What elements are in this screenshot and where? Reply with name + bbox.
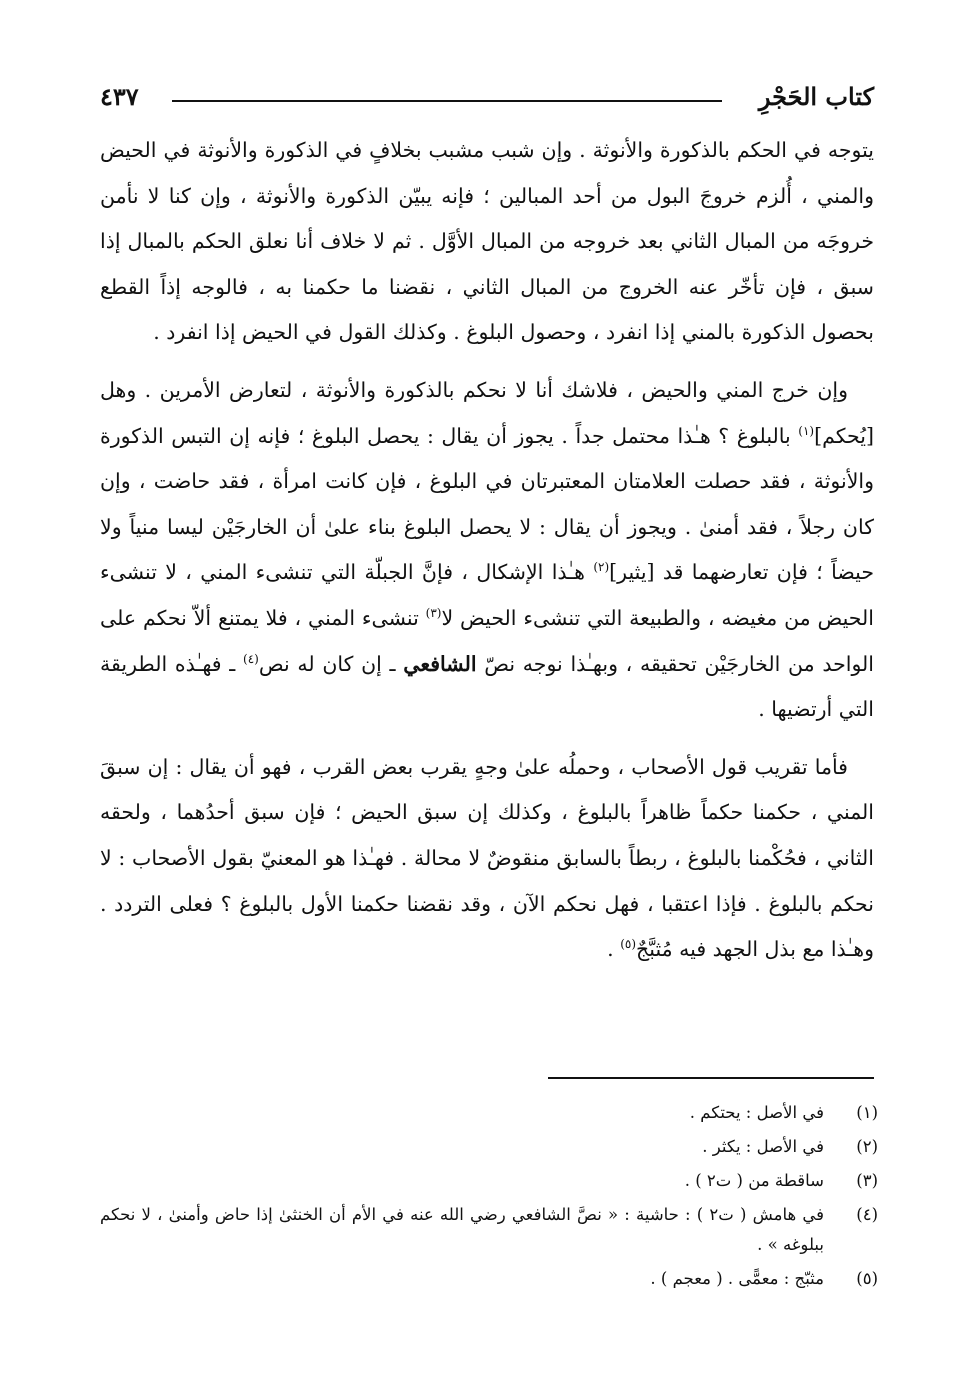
footnote-number: (١) [856,1103,878,1122]
footnote [100,1166,878,1196]
footnote-text: مثبّج : معمًّى . ( معجم ) . [650,1269,824,1288]
footnotes [100,1098,878,1298]
footnote-text: في هامش ( ت٢ ) : حاشية : « نصَّ الشافعي رضي الله عنه في الأم أن الخنثىٰ إذا حاض وأمنىٰ ، لا نحكم ببلوغه » . [100,1205,824,1254]
footnote [100,1200,878,1260]
paragraph [100,745,874,973]
footnote-text: في الأصل : يحتكم . [689,1103,824,1122]
footnote-text: في الأصل : يكثر . [702,1137,824,1156]
footnote-marker: (٣) [425,606,442,621]
text-run: يتوجه في الحكم بالذكورة والأنوثة . وإن شبب مشبب بخلافٍ في الذكورة والأنوثة في الحيض والمني ، أُلزم خروجَ البول من أحد المبالين ؛ فإنه يبيّن الذكورة والأنوثة ، وإن كنا لا نأمن خروجَه من المبال الثاني بعد خروجه من المبال الأوَّل . ثم لا خلاف أنا نعلق الحكم بالمبال إذا سبق ، فإن تأخّر عنه الخروج من المبال الثاني ، نقضنا ما حكمنا به ، فالوجه إذاً القطع بحصول الذكورة بالمني إذا انفرد ، وحصول البلوغ . وكذلك القول في الحيض إذا انفرد . [100,138,874,345]
text-run: ـ إن كان له نص [258,651,404,676]
footnote-separator [548,1077,874,1079]
text-run: هـٰذا الإشكال ، فإنَّ الجبلّة التي تنشىء المني ، لا تنشىء الحيض من مغيضه ، والطبيعة التي تنشىء الحيض لا [100,560,874,630]
text-run: تنشىء المني ، فلا يمتنع ألاّ نحكم على الواحد من الخارجَيْن تحقيقه ، وبهـٰذا نوجه نصّ [100,605,874,676]
page-number: ٤٣٧ [100,82,139,111]
footnote [100,1132,878,1162]
footnote-marker: (١) [798,423,815,438]
footnote-marker: (٥) [620,937,637,952]
footnote-number: (٣) [856,1171,878,1190]
footnote-marker: (٤) [243,651,259,666]
main-text [100,128,874,973]
text-run: الشافعي [403,651,477,676]
header-rule [172,100,722,102]
running-title: كتاب الحَجْرِ [758,82,874,111]
text-run: . [607,937,621,962]
paragraph [100,368,874,733]
footnote-number: (٥) [856,1269,878,1288]
paragraph [100,128,874,356]
text-run: وإن خرج المني والحيض ، فلاشك أنا لا نحكم بالذكورة والأنوثة ، لتعارض الأمرين . وهل [يُحكم] [100,377,874,448]
footnote-number: (٢) [856,1137,878,1156]
page-header [100,78,874,118]
footnote [100,1264,878,1294]
text-run: بالبلوغ ؟ هـٰذا محتمل جداً . يجوز أن يقال : يحصل البلوغ ؛ فإنه إن التبس الذكورة والأنوثة ، فقد حصلت العلامتان المعتبرتان في البلوغ ، فإن كانت امرأة ، فقد حاضت ، وإن كان رجلاً ، فقد أمنىٰ . ويجوز أن يقال : لا يحصل البلوغ بناء علىٰ أن الخارجَيْن ليسا منياً ولا حيضاً ؛ فإن تعارضهما قد [يثير] [100,423,874,585]
footnote-number: (٤) [856,1205,878,1224]
footnote-text: ساقطة من ( ت٢ ) . [684,1171,824,1190]
footnote [100,1098,878,1128]
text-run: فأما تقريب قول الأصحاب ، وحملُه علىٰ وجهٍ يقرب بعض القرب ، فهو أن يقال : إن سبقَ المني ، حكمنا حكماً ظاهراً بالبلوغ ، وكذلك إن سبق الحيض ؛ فإن سبق أحدُهما ، ولحقه الثاني ، فحُكْمنا بالبلوغ ، ربطاً بالسابق منقوضٌ لا محالة . فهـٰذا هو المعنيّ بقول الأصحاب : لا نحكم بالبلوغ . فإذا اعتقبا ، فهل نحكم الآن ، وقد نقضنا حكمنا الأول بالبلوغ ؟ فعلى التردد . وهـٰذا مع بذل الجهد فيه مُثبَّجٌ [100,754,874,962]
text-run: ـ فهـٰذه الطريقة التي أرتضيها . [100,651,874,722]
footnote-marker: (٢) [593,560,610,575]
